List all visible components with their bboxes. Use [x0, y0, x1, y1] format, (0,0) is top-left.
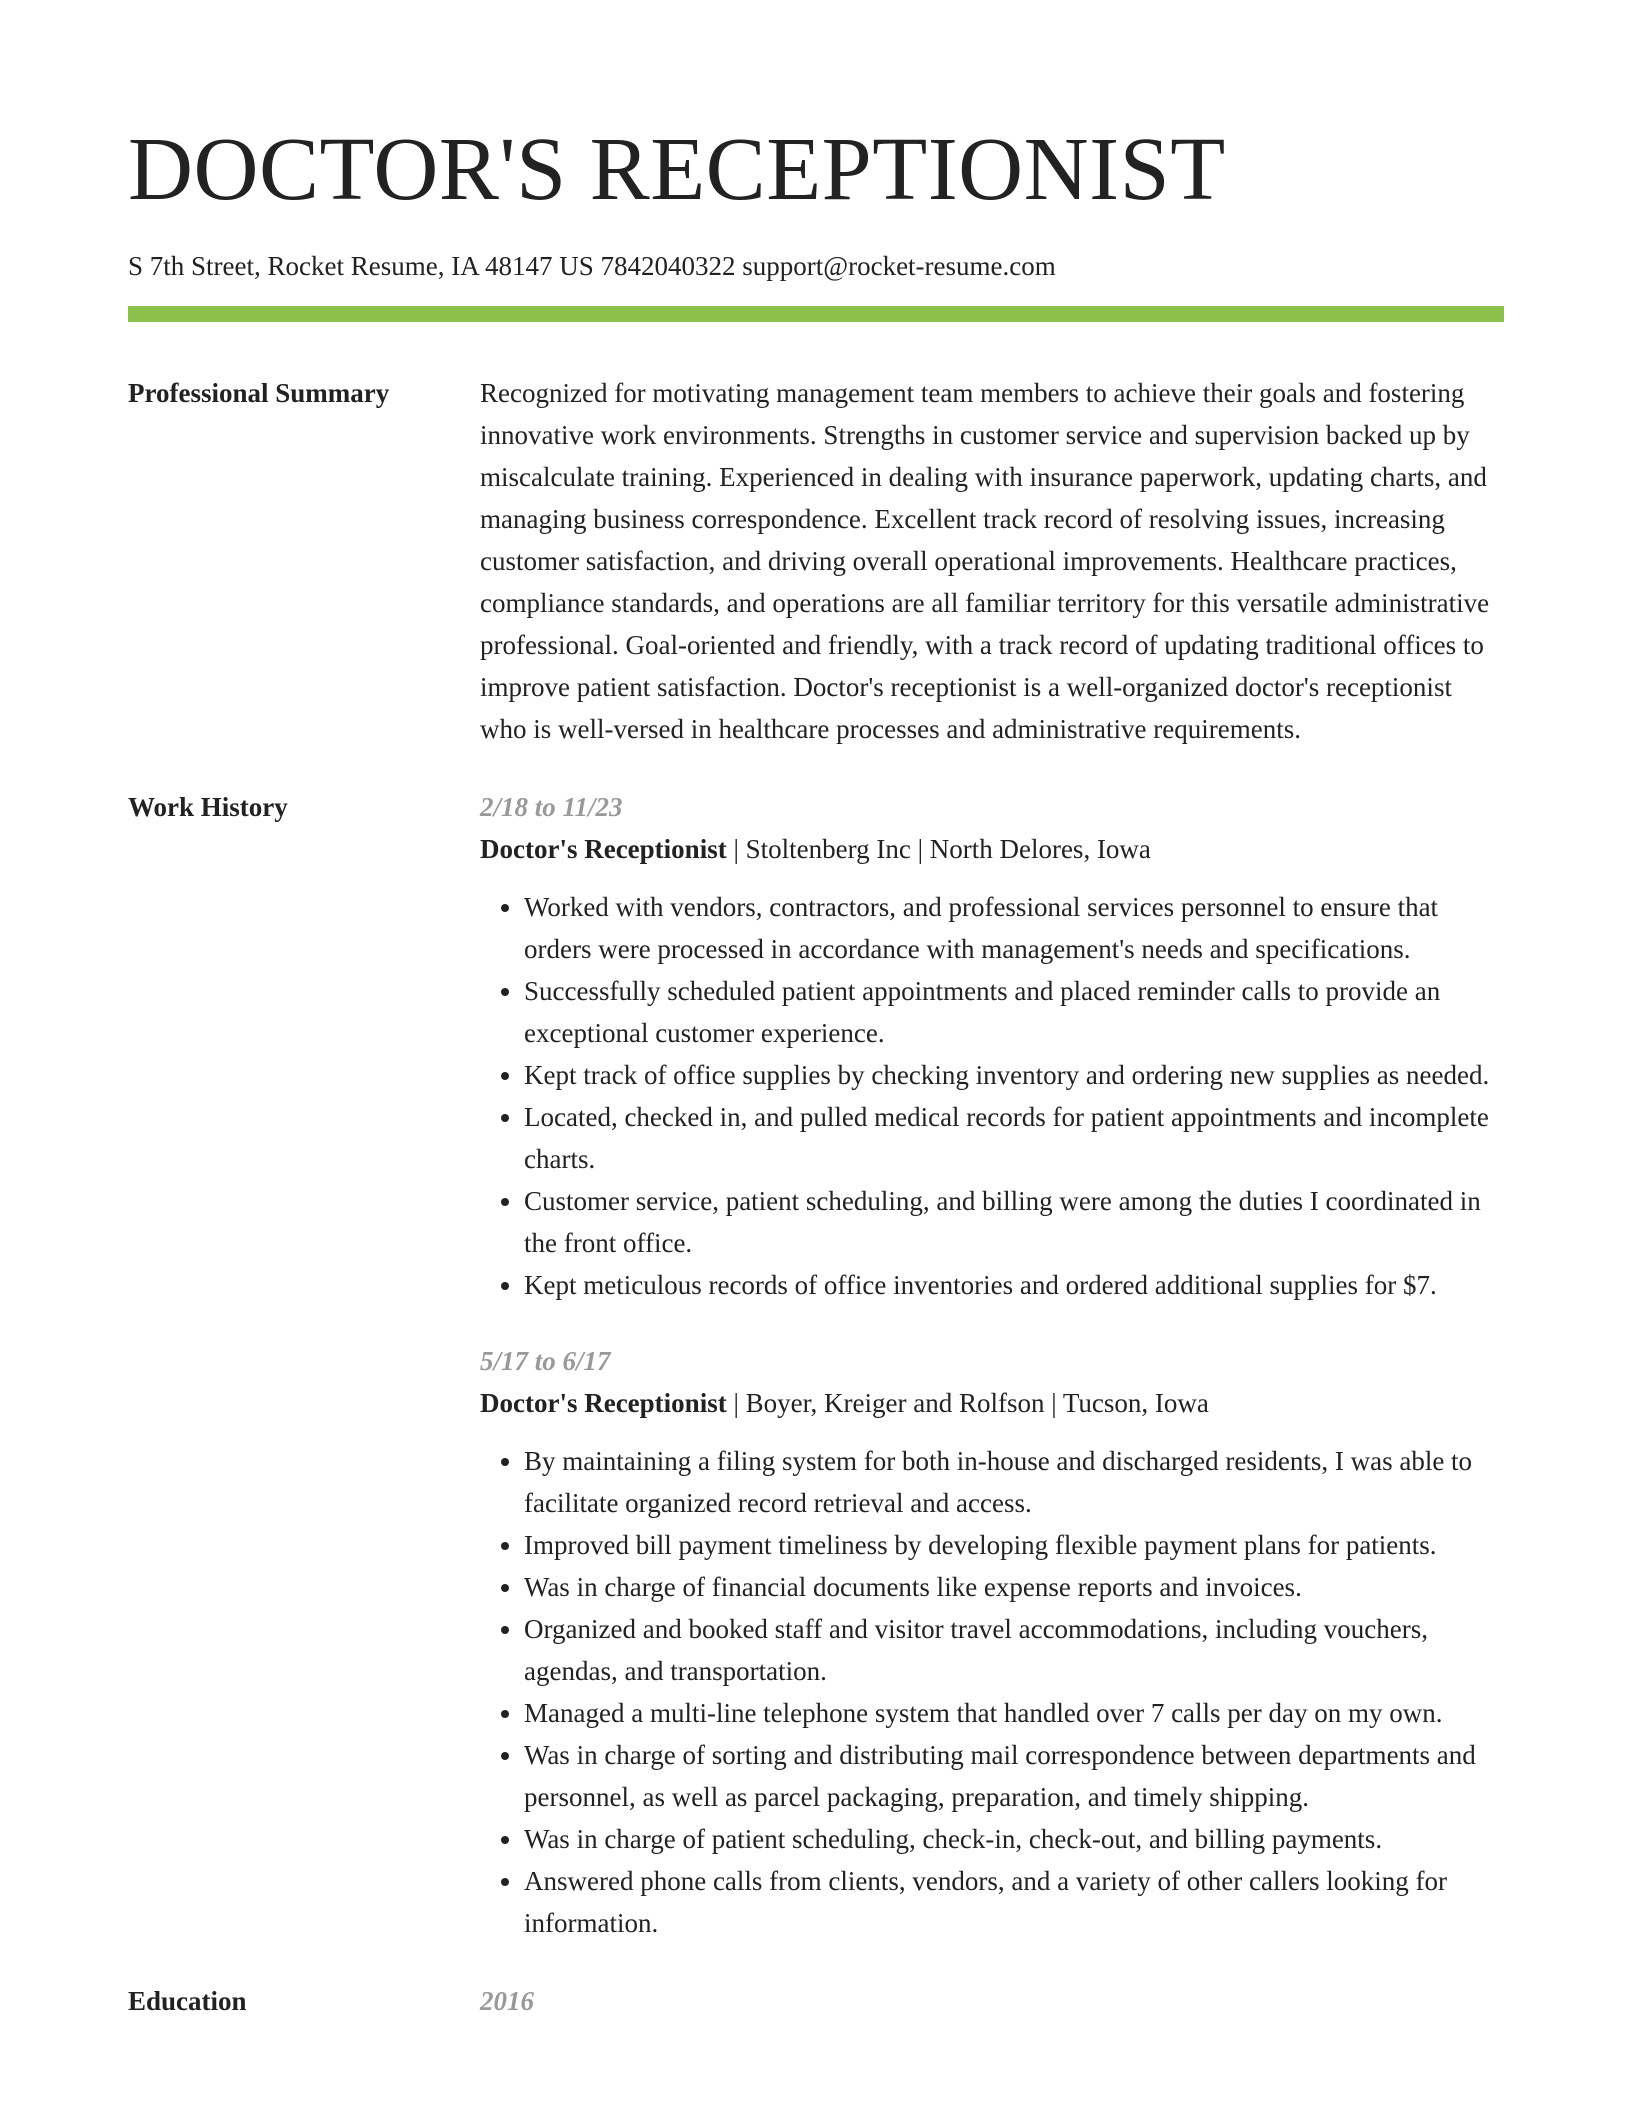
section-label-education: Education: [128, 1986, 247, 2016]
job-bullet: • Answered phone calls from clients, vendors, and a variety of other callers looking for information.: [524, 1860, 1504, 1944]
education-body: [480, 1980, 1504, 2022]
education-year: 2016: [480, 1986, 534, 2016]
job-entry: [480, 786, 1504, 1306]
section-label-summary: Professional Summary: [128, 378, 390, 408]
accent-divider: [128, 306, 1504, 322]
summary-body: [480, 372, 1504, 750]
job-bullet: • Was in charge of financial documents like expense reports and invoices.: [524, 1566, 1504, 1608]
job-bullet: • Successfully scheduled patient appointments and placed reminder calls to provide an exceptional customer experience.: [524, 970, 1504, 1054]
job-bullet-list: [480, 886, 1504, 1306]
job-bullet: • Was in charge of patient scheduling, check-in, check-out, and billing payments.: [524, 1818, 1504, 1860]
job-entry: [480, 1340, 1504, 1944]
job-bullet: • Improved bill payment timeliness by developing flexible payment plans for patients.: [524, 1524, 1504, 1566]
job-title-line: [480, 1382, 1504, 1424]
job-dates: 5/17 to 6/17: [480, 1346, 611, 1376]
job-bullet: • Located, checked in, and pulled medical records for patient appointments and incomplete charts.: [524, 1096, 1504, 1180]
contact-line: S 7th Street, Rocket Resume, IA 48147 US 7842040322 support@rocket-resume.com: [128, 251, 1056, 281]
education-section: [128, 1980, 1504, 2022]
resume-name: DOCTOR'S RECEPTIONIST: [128, 120, 1226, 219]
job-title: Doctor's Receptionist: [480, 1388, 727, 1418]
job-title-line: [480, 828, 1504, 870]
job-bullet: • Worked with vendors, contractors, and professional services personnel to ensure that orders were processed in accordance with management's needs and specifications.: [524, 886, 1504, 970]
professional-summary-section: [128, 372, 1504, 750]
job-bullet: • Managed a multi-line telephone system that handled over 7 calls per day on my own.: [524, 1692, 1504, 1734]
section-label-work-history: Work History: [128, 792, 288, 822]
job-bullet: • Customer service, patient scheduling, and billing were among the duties I coordinated in the front office.: [524, 1180, 1504, 1264]
job-details: | Stoltenberg Inc | North Delores, Iowa: [726, 834, 1151, 864]
job-bullet: • Kept track of office supplies by checking inventory and ordering new supplies as needed.: [524, 1054, 1504, 1096]
job-dates: 2/18 to 11/23: [480, 792, 623, 822]
job-title: Doctor's Receptionist: [480, 834, 727, 864]
work-history-section: [128, 786, 1504, 1944]
job-bullet: • Kept meticulous records of office inventories and ordered additional supplies for $7.: [524, 1264, 1504, 1306]
job-bullet: • Was in charge of sorting and distributing mail correspondence between departments and personnel, as well as parcel packaging, preparation, and timely shipping.: [524, 1734, 1504, 1818]
work-history-body: [480, 786, 1504, 1944]
job-bullet: • By maintaining a filing system for both in-house and discharged residents, I was able to facilitate organized record retrieval and access.: [524, 1440, 1504, 1524]
summary-text: Recognized for motivating management team members to achieve their goals and fostering innovative work environments. Strengths in customer service and supervision backed up by miscalculate training. Experienced in dealing with insurance paperwork, updating charts, and managing business correspondence. Excellent track record of resolving issues, increasing customer satisfaction, and driving overall operational improvements. Healthcare practices, compliance standards, and operations are all familiar territory for this versatile administrative professional. Goal-oriented and friendly, with a track record of updating traditional offices to improve patient satisfaction. Doctor's receptionist is a well-organized doctor's receptionist who is well-versed in healthcare processes and administrative requirements.: [480, 378, 1490, 744]
job-details: | Boyer, Kreiger and Rolfson | Tucson, Iowa: [726, 1388, 1209, 1418]
job-bullet: • Organized and booked staff and visitor travel accommodations, including vouchers, agendas, and transportation.: [524, 1608, 1504, 1692]
job-bullet-list: [480, 1440, 1504, 1944]
